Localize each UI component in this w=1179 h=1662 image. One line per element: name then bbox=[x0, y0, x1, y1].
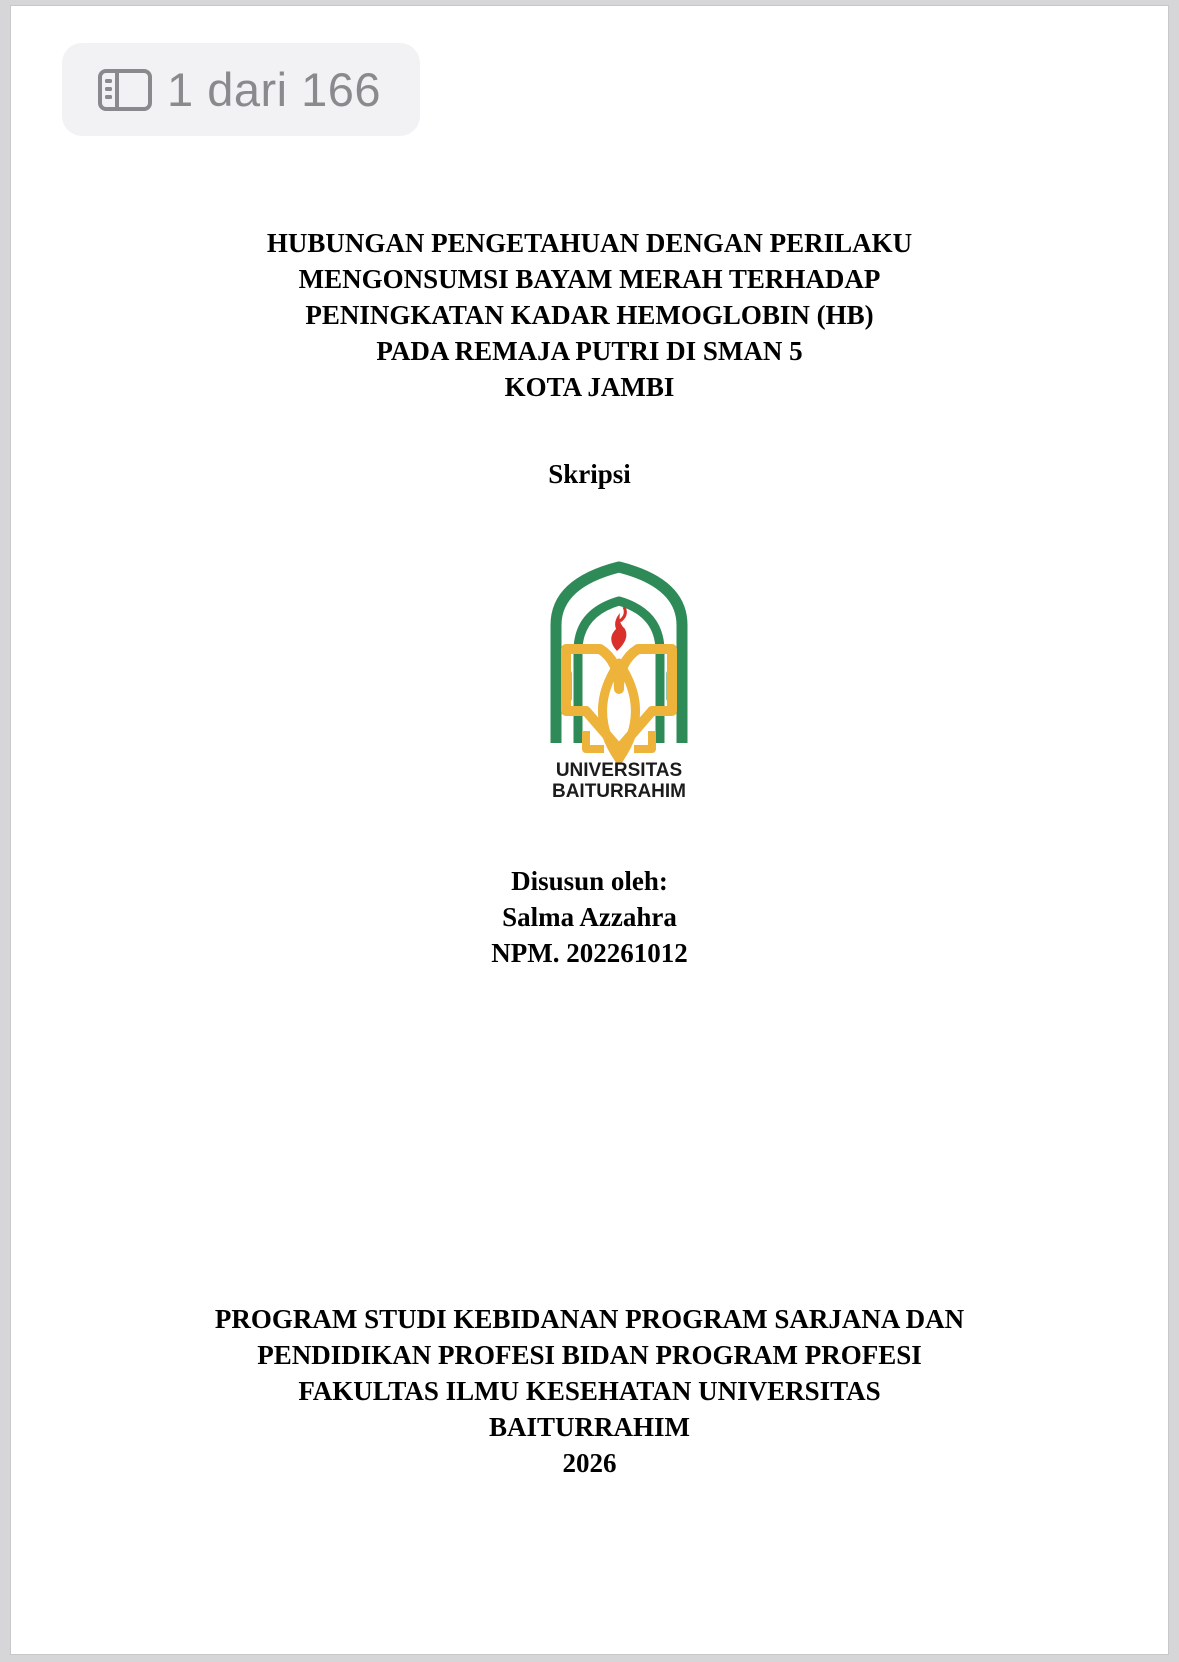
author-line: Disusun oleh: bbox=[511, 866, 668, 896]
document-type: Skripsi bbox=[548, 459, 631, 489]
title-line: PADA REMAJA PUTRI DI SMAN 5 bbox=[376, 336, 803, 366]
title-line: KOTA JAMBI bbox=[504, 372, 675, 402]
page-indicator-label: 1 dari 166 bbox=[167, 63, 382, 116]
title-line: PENINGKATAN KADAR HEMOGLOBIN (HB) bbox=[305, 300, 874, 330]
author-line: Salma Azzahra bbox=[502, 902, 677, 932]
sidebar-toggle-icon bbox=[97, 68, 153, 112]
logo-text-line2: BAITURRAHIM bbox=[551, 781, 687, 801]
institution-line: BAITURRAHIM bbox=[488, 1412, 690, 1442]
author-block bbox=[11, 863, 1168, 971]
author-line: NPM. 202261012 bbox=[491, 938, 688, 968]
year-line: 2026 bbox=[562, 1448, 617, 1478]
institution-line: PENDIDIKAN PROFESI BIDAN PROGRAM PROFESI bbox=[257, 1340, 922, 1370]
logo-text-line1: UNIVERSITAS bbox=[555, 760, 683, 781]
page-indicator-button[interactable] bbox=[62, 43, 420, 136]
title-line: HUBUNGAN PENGETAHUAN DENGAN PERILAKU bbox=[266, 228, 913, 258]
title-line: MENGONSUMSI BAYAM MERAH TERHADAP bbox=[298, 264, 881, 294]
thesis-title bbox=[11, 225, 1168, 405]
university-logo bbox=[544, 561, 694, 801]
institution-block bbox=[11, 1301, 1168, 1481]
institution-line: PROGRAM STUDI KEBIDANAN PROGRAM SARJANA DAN bbox=[214, 1304, 965, 1334]
document-page bbox=[10, 5, 1169, 1655]
institution-line: FAKULTAS ILMU KESEHATAN UNIVERSITAS bbox=[298, 1376, 881, 1406]
